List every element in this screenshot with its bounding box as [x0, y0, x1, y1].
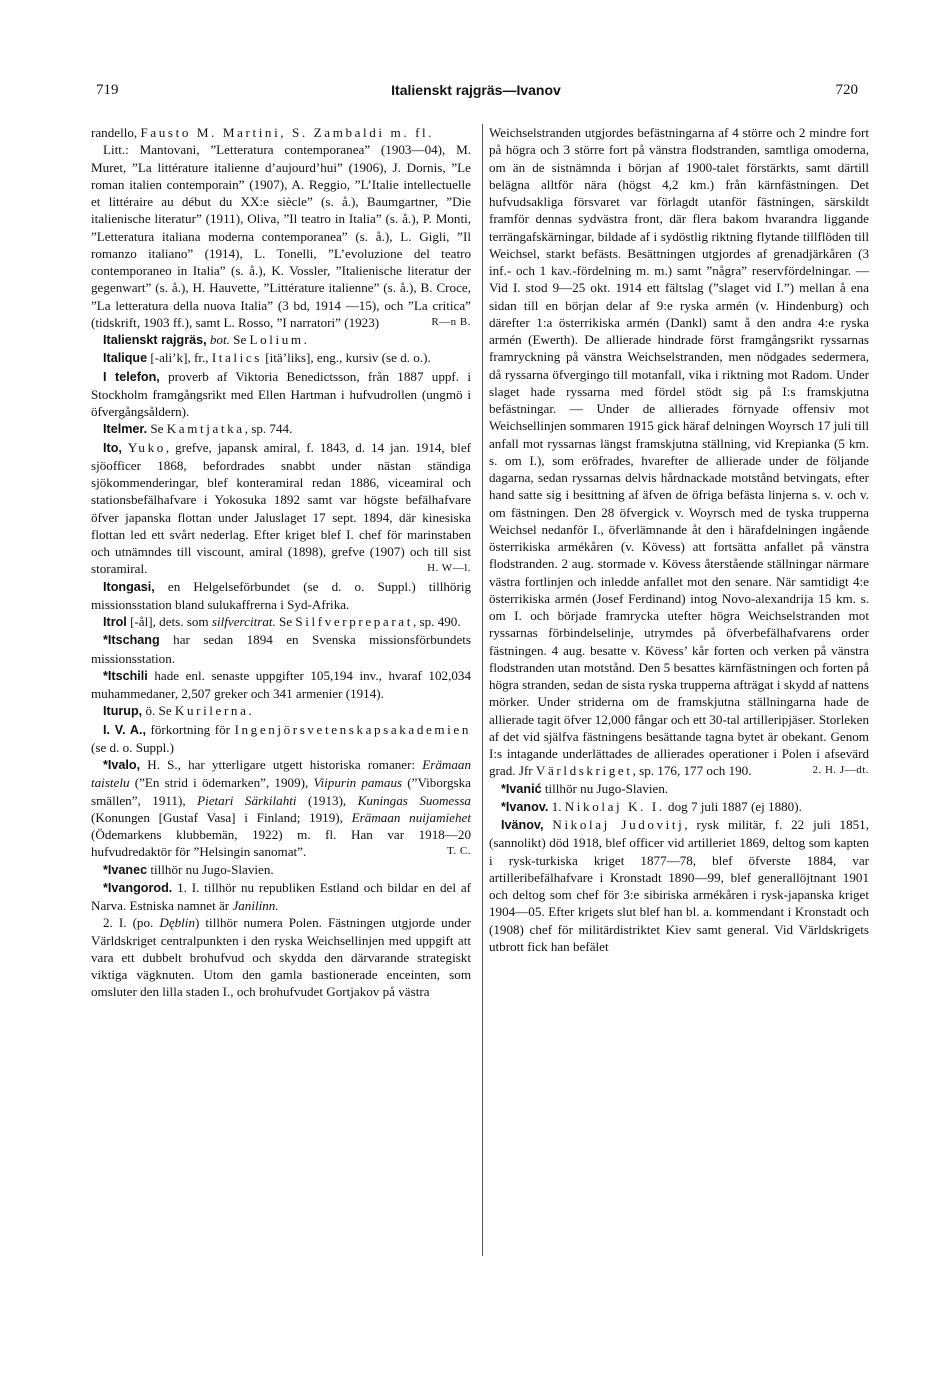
headword: Itelmer.	[103, 422, 148, 437]
headword: I. V. A.,	[103, 722, 146, 737]
entry-ivangorod: *Ivangorod. 1. I. tillhör nu republiken Estland och bildar en del af Narva. Estniska namnet är Janilinn.	[91, 879, 471, 913]
headword: *Ivanec	[103, 862, 148, 877]
entry-itschili: *Itschili hade enl. senaste uppgifter 105,194 inv., hvaraf 102,034 muhammedaner, 2,507 greker och 341 armenier (1914).	[91, 667, 471, 701]
entry-i-telefon: I telefon, proverb af Viktoria Benedictsson, från 1887 uppf. i Stockholm framgångsrikt med Ellen Hartman i hufvudrollen (ungmö i öfvergångsåldern).	[91, 368, 472, 419]
entry-ivanov-1: *Ivanov. 1. Nikolaj K. I. dog 7 juli 1887 (ej 1880).	[501, 798, 802, 814]
page-header	[88, 82, 864, 106]
headword: *Itschili	[103, 668, 148, 683]
entry-ivanov-2: Ivänov, Nikolaj Judovitj, rysk militär, f. 22 juli 1851, (sannolikt) död 1918, blef officer vid artilleriet 1869, deltog som kapten i rysk-turkiska kriget 1877—78, blef öfverste 1884, var artilleribefälhafvare i Kronstadt 1890—99, blef generallöjtnant 1901 och deltog som chef för 3:e sibiriska armékåren i rysk-japanska kriget 1904—05. Efter krigets slut blef han bl. a. kommendant i Kronstadt och (1908) chef för militärdistriktet Kiev samt general. Vid Världskrigets utbrott fick han befälet	[489, 817, 869, 954]
headword: Italique	[103, 351, 148, 366]
entry-ivangorod-2: 2. I. (po. Dęblin) tillhör numera Polen. Fästningen utgjorde under Världskriget centralpunkten i den ryska Weichsellinjen med uppgift att vara ett dubbelt brohufvud och skydda den därvarande strategiskt viktiga vägknuten. Utom den gamla bastionerade enceinten, som omsluter den lilla staden I., och brohufvudet Gortjakov på västra	[91, 915, 471, 1000]
headword: Ivänov,	[501, 818, 544, 832]
entry-ivanic: *Ivanić tillhör nu Jugo-Slavien.	[501, 780, 669, 796]
entry-itongasi: Itongasi, en Helgelseförbundet (se d. o. Suppl.) tillhörig missionsstation bland sulukaffrerna i Syd-Afrika.	[91, 578, 471, 612]
running-title: Italienskt rajgräs—Ivanov	[391, 82, 561, 98]
headword: Iturup,	[103, 704, 143, 719]
entry-italienskt-rajgras: Italienskt rajgräs, bot. Se Lolium.	[103, 332, 310, 347]
headword: *Ivanov.	[501, 799, 549, 814]
headword: Ito,	[103, 440, 122, 455]
entry-ivanec: *Ivanec tillhör nu Jugo-Slavien.	[103, 861, 274, 877]
right-column	[489, 124, 869, 955]
headword: Italienskt rajgräs,	[103, 333, 207, 347]
page-number-left: 719	[96, 82, 119, 98]
entry-iturup: Iturup, ö. Se Kurilerna.	[103, 703, 255, 719]
page-number-right: 720	[835, 82, 858, 98]
author-signature: T. C.	[447, 845, 471, 858]
headword: *Ivanić	[501, 781, 542, 796]
literature-references: Litt.: Mantovani, ”Letteratura contemporanea” (1903—04), M. Muret, ”La littérature italienne d’aujourd’hui” (1906), J. Dornis, ”Le roman italien contemporain” (1907), A. Reggio, ”L’Italie intellectuelle et littéraire au début du XX:e siècle” (s. å.), Baumgartner, ”Die italienische literatur” (1911), Oliva, ”Il teatro in Italia” (s. å.), P. Monti, ”Letteratura italiana moderna contemporanea” (s. å.), L. Gigli, ”Il romanzo italiano” (1914), L. Tonelli, ”L’evoluzione del teatro contemporaneo in Italia” (s. å.), K. Vossler, ”Italienische literatur der gegenwart” (s. å.), H. Hauvette, ”Littérature italienne” (s. å.), B. Croce, ”La letteratura della nuova Italia” (3 bd, 1914 —15), och ”La critica” (tidskrift, 1903 ff.), samt L. Rosso, ”I narratori” (1923) R—n B.	[91, 142, 471, 330]
entry-itrol: Itrol [-ål], dets. som silfvercitrat. Se Silfverpreparat, sp. 490.	[103, 614, 461, 629]
headword: *Ivangorod.	[103, 880, 173, 895]
headword: *Ivalo,	[103, 758, 141, 772]
author-signature: 2. H. J—dt.	[812, 764, 869, 777]
headword: Itongasi,	[103, 579, 155, 594]
entry-itelmer: Itelmer. Se Kamtjatka, sp. 744.	[103, 421, 293, 437]
headword: I telefon,	[103, 369, 160, 384]
headword: Itrol	[103, 615, 127, 629]
author-signature: R—n B.	[431, 315, 471, 328]
headword: *Itschang	[103, 633, 160, 648]
entry-continuation: randello, Fausto M. Martini, S. Zambaldi m. fl.	[91, 125, 435, 140]
entry-ivalo: *Ivalo, H. S., har ytterligare utgett historiska romaner: Erämaan taistelu (”En strid i ödemarken”, 1909), Viipurin pamaus (”Viborgska smällen”, 1911), Pietari Särkilahti (1913), Kuningas Suomessa (Konungen [Gustaf Vasa] i Finland; 1919), Erämaan nuijamiehet (Ödemarkens klubbemän, 1922) m. fl. Han var 1918—20 hufvudredaktör för ”Helsingin sanomat”. T. C.	[91, 757, 471, 860]
entry-ivangorod-continuation: Weichselstranden utgjordes befästningarna af 4 större och 2 mindre fort på högra och 3 större fort på vänstra flodstranden, samtliga omoderna, om än de sistnämnda i början af 1900-talet förstärkts, samt därtill belägna alltför nära (högst 4,2 km.) från kärnfästningen. Det hufvudsakliga försvaret var förlagdt utanför fästningen, särskildt framför dennas sydvästra front, där flera bakom hvarandra liggande terrängafskärningar, bildade af i sydöstlig riktning flytande tillflöden till Weichsel, starkt befästs. Besättningen utgjordes af grenadjärkåren (3 inf.- och 1 kav.-fördelning m. m.) samt ”några” reservfördelningar. — Vid I. stod 9—25 okt. 1914 ett fältslag (”slaget vid I.”) mellan å ena sidan till en början delar af 9:e ryska armén (v. Hindenburg) och därefter 1:a österrikiska armén (Dankl) samt å den andra 4:e ryska armén (Ewerth). De allierade hindrade först framgångsrikt ryssarnas framryckning på vänstra Weichselstranden, men nödgades sedermera, då ryssarna öfvergingo till motanfall, vika i riktning mot Radom. Under slaget hade ryssarna med fördel stödt sig på I:s framskjutna befästningar. — Under de allierades förnyade offensiv mot Weichsellinjen sommaren 1915 gick häraf delningen Woyrsch 17 juli till anfall mot ryssarnas längst framskjutna ställning, vid Krepianka (5 km. s. om I.), som eröfrades, hvarefter de allierade under de följande dagarna, sedan ryssarnas delvis hårdnackade motstånd betvingats, efter hand satte sig i besittning af äfven de öfriga befästa linjerna s. v. och v. om fästningen. Den 28 öfvergick v. Woyrsch med de tyska trupperna Weichsel nedanför I., öfverlämnande åt den i härafdelningen ingående österrikiska armékåren (v. Kövess) att fortsätta anfallet på vänstra flodstranden. 2 aug. stormade v. Kövess återstående ställningar närmare västra fortlinjen och inledde anfallet mot den senare. När samtidigt 4:e österrikiska armén (Josef Ferdinand) intog Novo-alexandrija 15 km. s. om I. och började framrycka utefter högra Weichselstranden mot ryssarnas förbindelselinje, utrymdes på öfverbefälhafvarens order fästningen. 4 aug. besatte v. Kövess’ kår forten och verken på vänstra flodstranden utan motstånd. Den 5 besattes kärnfästningen och forten på högra stranden, sedan de sista ryska trupperna afträgat i skydd af nattens mörker. Under striderna om de framskjutna ställningarna hade de allierade tagit öfver 12,000 fångar och ett 30-tal artilleripjäser. Storleken af det vid själfva fästningens besättande tagna bytet är obekant. Genom I:s intagande underlättades de allierades operationer i Polen i afsevärd grad. Jfr Världskriget, sp. 176, 177 och 190. 2. H. J—dt.	[489, 125, 869, 779]
left-column	[91, 124, 471, 1001]
entry-itschang: *Itschang har sedan 1894 en Svenska missionsförbundets missionsstation.	[91, 632, 471, 666]
column-divider	[482, 124, 483, 1256]
entry-italique: Italique [-ali’k], fr., Italics [itä’liks], eng., kursiv (se d. o.).	[103, 350, 431, 366]
entry-iva: I. V. A., förkortning för Ingenjörsvetenskapsakademien (se d. o. Suppl.)	[91, 721, 471, 755]
author-signature: H. W—l.	[427, 562, 471, 575]
entry-ito: Ito, Yuko, grefve, japansk amiral, f. 1843, d. 14 jan. 1914, blef sjöofficer 1868, befordrades snabbt under nästan ständiga sjökommenderingar, blef konteramiral redan 1886, viceamiral och stationsbefälhafvare i Yokosuka 1892 samt var högste befälhafvare öfver japanska flottan under Jaluslaget 17 sept. 1894, där kinesiska flottan led ett svårt nederlag. Efter kriget blef I. chef för marinstaben och utnämndes till viscount, amiral (1898), grefve (1907) och till sist storamiral. H. W—l.	[91, 439, 471, 577]
